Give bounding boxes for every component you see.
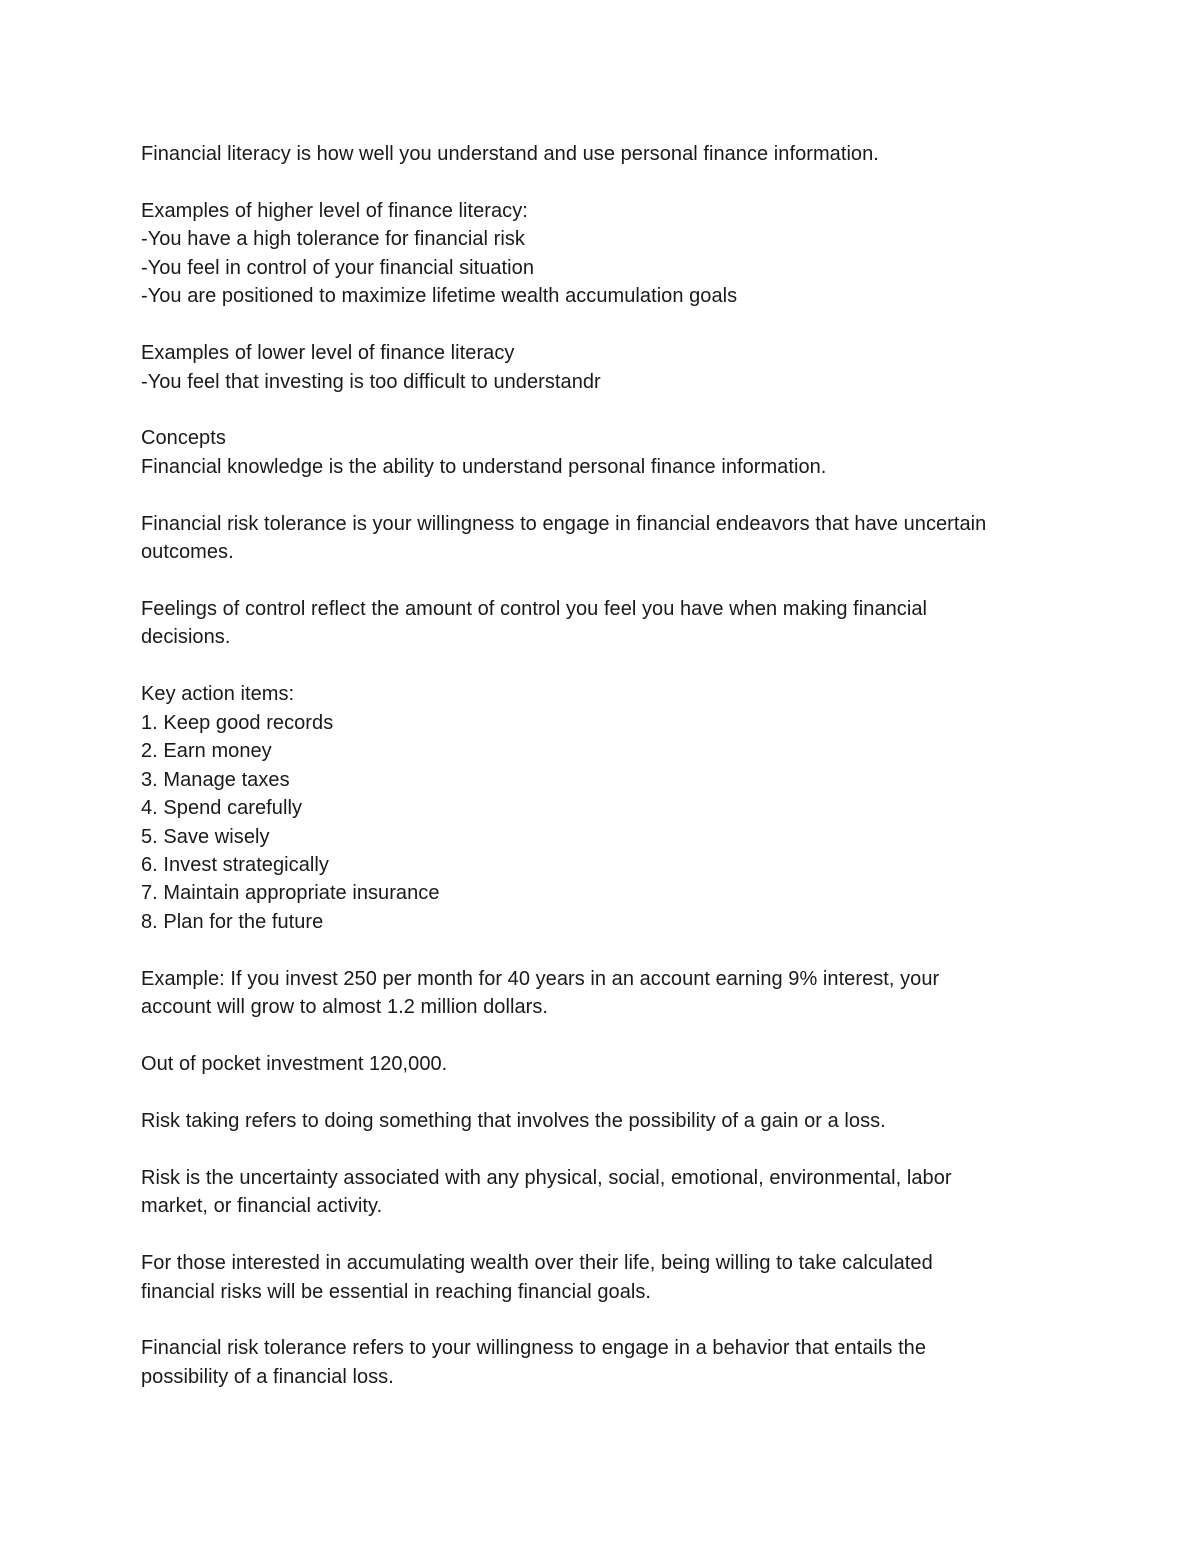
feelings-of-control-line-2: decisions. — [141, 626, 231, 649]
spacer — [141, 396, 1061, 424]
risk-tolerance-line-2: outcomes. — [141, 541, 234, 564]
higher-literacy-item: -You are positioned to maximize lifetime wealth accumulation goals — [141, 285, 738, 308]
wealth-paragraph-line-1: For those interested in accumulating wealth over their life, being willing to take calculated — [141, 1252, 933, 1275]
example-line-1: Example: If you invest 250 per month for 40 years in an account earning 9% interest, your — [141, 967, 940, 990]
spacer — [141, 1078, 1061, 1106]
document-body — [141, 140, 1061, 1391]
spacer — [141, 936, 1061, 964]
action-item: 7. Maintain appropriate insurance — [141, 882, 440, 905]
concepts-heading: Concepts — [141, 427, 226, 450]
risk-tolerance-definition-line-2: possibility of a financial loss. — [141, 1365, 394, 1388]
spacer — [141, 1306, 1061, 1334]
out-of-pocket-paragraph: Out of pocket investment 120,000. — [141, 1053, 448, 1075]
risk-definition-line-1: Risk is the uncertainty associated with any physical, social, emotional, environmental, labor — [141, 1166, 952, 1189]
example-line-2: account will grow to almost 1.2 million dollars. — [141, 996, 549, 1019]
financial-knowledge-paragraph: Financial knowledge is the ability to understand personal finance information. — [141, 455, 827, 478]
risk-definition-line-2: market, or financial activity. — [141, 1195, 383, 1218]
action-item: 1. Keep good records — [141, 711, 334, 734]
spacer — [141, 1135, 1061, 1163]
action-items-heading: Key action items: — [141, 683, 295, 706]
action-item: 3. Manage taxes — [141, 768, 290, 791]
higher-literacy-item: -You feel in control of your financial situation — [141, 256, 535, 279]
spacer — [141, 1221, 1061, 1249]
action-item: 2. Earn money — [141, 740, 272, 763]
wealth-paragraph-line-2: financial risks will be essential in reaching financial goals. — [141, 1280, 652, 1303]
action-item: 6. Invest strategically — [141, 853, 329, 876]
spacer — [141, 481, 1061, 509]
spacer — [141, 652, 1061, 680]
risk-tolerance-definition-line-1: Financial risk tolerance refers to your willingness to engage in a behavior that entails the — [141, 1337, 927, 1360]
risk-taking-paragraph: Risk taking refers to doing something that involves the possibility of a gain or a loss. — [141, 1109, 886, 1132]
lower-literacy-heading: Examples of lower level of finance literacy — [141, 342, 515, 365]
higher-literacy-heading: Examples of higher level of finance literacy: — [141, 199, 528, 222]
action-item: 5. Save wisely — [141, 825, 270, 848]
lower-literacy-item: -You feel that investing is too difficult to understandr — [141, 370, 601, 393]
feelings-of-control-line-1: Feelings of control reflect the amount of control you feel you have when making financial — [141, 598, 928, 620]
spacer — [141, 1022, 1061, 1050]
spacer — [141, 567, 1061, 595]
risk-tolerance-line-1: Financial risk tolerance is your willingness to engage in financial endeavors that have uncertain — [141, 512, 987, 535]
action-item: 4. Spend carefully — [141, 797, 302, 820]
spacer — [141, 311, 1061, 339]
intro-paragraph: Financial literacy is how well you understand and use personal finance information. — [141, 143, 879, 165]
higher-literacy-item: -You have a high tolerance for financial risk — [141, 228, 525, 251]
action-item: 8. Plan for the future — [141, 910, 324, 933]
spacer — [141, 168, 1061, 196]
